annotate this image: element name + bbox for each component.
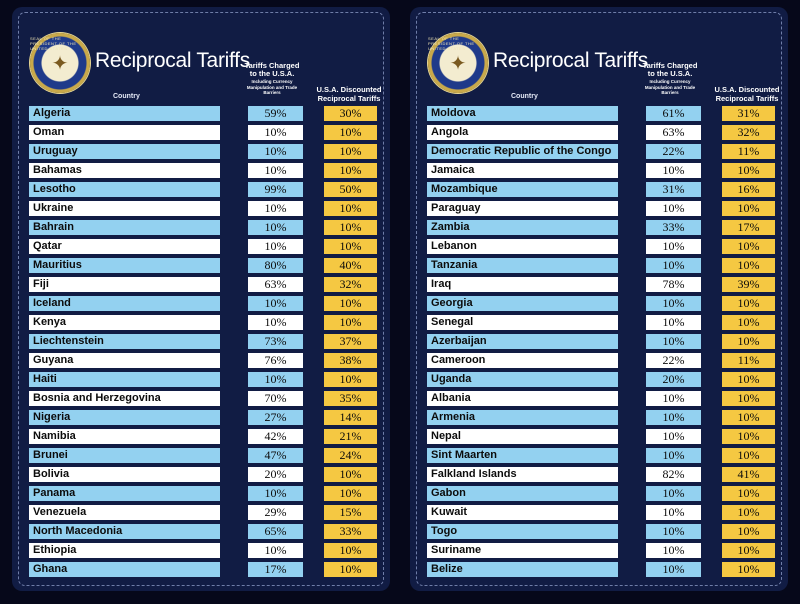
header-country: Country (113, 93, 140, 100)
header-tariffs-charged (240, 62, 304, 96)
charged-cell: 10% (646, 543, 701, 558)
eagle-icon: ✦ (51, 51, 69, 75)
country-cell: Mozambique (427, 182, 618, 197)
discounted-cell: 10% (722, 296, 775, 311)
country-cell: Belize (427, 562, 618, 577)
table-row (410, 523, 788, 542)
table-row (12, 371, 390, 390)
charged-cell: 65% (248, 524, 303, 539)
table-row (12, 162, 390, 181)
charged-cell: 10% (248, 486, 303, 501)
discounted-cell: 33% (324, 524, 377, 539)
country-cell: Brunei (29, 448, 220, 463)
seal-ring-text: SEAL OF THE PRESIDENT OF THE UNITED STATES (428, 36, 475, 51)
country-cell: Nepal (427, 429, 618, 444)
country-cell: Jamaica (427, 163, 618, 178)
charged-cell: 78% (646, 277, 701, 292)
country-cell: Oman (29, 125, 220, 140)
table-row (410, 219, 788, 238)
discounted-cell: 24% (324, 448, 377, 463)
header-tariffs-charged (638, 62, 702, 96)
country-cell: Ethiopia (29, 543, 220, 558)
table-row (410, 124, 788, 143)
discounted-cell: 21% (324, 429, 377, 444)
country-cell: Azerbaijan (427, 334, 618, 349)
table-row (410, 314, 788, 333)
table-row (12, 333, 390, 352)
table-row (410, 428, 788, 447)
charged-cell: 42% (248, 429, 303, 444)
table-row (410, 257, 788, 276)
table-row (410, 447, 788, 466)
discounted-cell: 10% (324, 315, 377, 330)
table-row (12, 200, 390, 219)
charged-cell: 10% (646, 562, 701, 577)
country-cell: Albania (427, 391, 618, 406)
charged-cell: 31% (646, 182, 701, 197)
charged-cell: 10% (248, 220, 303, 235)
country-cell: Zambia (427, 220, 618, 235)
charged-cell: 10% (646, 524, 701, 539)
discounted-cell: 10% (722, 524, 775, 539)
presidential-seal-icon (30, 33, 90, 93)
country-cell: Ukraine (29, 201, 220, 216)
charged-cell: 17% (248, 562, 303, 577)
charged-cell: 10% (646, 163, 701, 178)
country-cell: Iceland (29, 296, 220, 311)
table-row (12, 352, 390, 371)
country-cell: Kuwait (427, 505, 618, 520)
charged-cell: 10% (646, 410, 701, 425)
table-row (410, 371, 788, 390)
discounted-cell: 41% (722, 467, 775, 482)
discounted-cell: 10% (722, 562, 775, 577)
charged-cell: 10% (248, 372, 303, 387)
table-row (410, 333, 788, 352)
discounted-cell: 10% (722, 410, 775, 425)
charged-cell: 10% (248, 239, 303, 254)
discounted-cell: 50% (324, 182, 377, 197)
discounted-cell: 40% (324, 258, 377, 273)
charged-cell: 80% (248, 258, 303, 273)
table-row (12, 485, 390, 504)
country-cell: Liechtenstein (29, 334, 220, 349)
country-cell: Lebanon (427, 239, 618, 254)
presidential-seal-icon (428, 33, 488, 93)
table-row (12, 523, 390, 542)
table-row (12, 295, 390, 314)
table-row (410, 200, 788, 219)
discounted-cell: 10% (722, 334, 775, 349)
discounted-cell: 10% (324, 486, 377, 501)
country-cell: Ghana (29, 562, 220, 577)
table-row (12, 124, 390, 143)
discounted-cell: 10% (722, 486, 775, 501)
charged-cell: 10% (646, 258, 701, 273)
table-row (410, 504, 788, 523)
country-cell: Fiji (29, 277, 220, 292)
discounted-cell: 10% (722, 429, 775, 444)
discounted-cell: 16% (722, 182, 775, 197)
header-discounted: U.S.A. Discounted Reciprocal Tariffs (316, 85, 382, 103)
discounted-cell: 10% (324, 125, 377, 140)
table-row (410, 352, 788, 371)
discounted-cell: 39% (722, 277, 775, 292)
discounted-cell: 17% (722, 220, 775, 235)
charged-cell: 10% (646, 391, 701, 406)
discounted-cell: 10% (324, 562, 377, 577)
discounted-cell: 10% (722, 391, 775, 406)
table-row (12, 390, 390, 409)
table-row (12, 257, 390, 276)
charged-cell: 99% (248, 182, 303, 197)
country-cell: Falkland Islands (427, 467, 618, 482)
charged-cell: 59% (248, 106, 303, 121)
table-row (12, 409, 390, 428)
table-row (410, 390, 788, 409)
charged-cell: 10% (646, 448, 701, 463)
table-row (12, 276, 390, 295)
country-cell: Sint Maarten (427, 448, 618, 463)
country-cell: Lesotho (29, 182, 220, 197)
charged-cell: 10% (646, 505, 701, 520)
country-cell: Mauritius (29, 258, 220, 273)
charged-cell: 10% (248, 125, 303, 140)
tariff-table-right (410, 105, 788, 580)
charged-cell: 10% (646, 201, 701, 216)
table-row (12, 466, 390, 485)
country-cell: Angola (427, 125, 618, 140)
table-row (410, 162, 788, 181)
charged-cell: 20% (248, 467, 303, 482)
charged-cell: 10% (646, 486, 701, 501)
table-row (12, 105, 390, 124)
country-cell: Bahrain (29, 220, 220, 235)
table-row (12, 542, 390, 561)
charged-cell: 27% (248, 410, 303, 425)
table-row (410, 466, 788, 485)
discounted-cell: 10% (722, 505, 775, 520)
page-title: Reciprocal Tariffs (95, 49, 250, 72)
country-cell: Uganda (427, 372, 618, 387)
page-title: Reciprocal Tariffs (493, 49, 648, 72)
charged-cell: 63% (248, 277, 303, 292)
discounted-cell: 10% (324, 201, 377, 216)
discounted-cell: 10% (722, 163, 775, 178)
header-charged-sub: Including Currency Manipulation and Trade Barriers (644, 79, 696, 95)
charged-cell: 47% (248, 448, 303, 463)
table-row (410, 105, 788, 124)
country-cell: Algeria (29, 106, 220, 121)
charged-cell: 10% (248, 163, 303, 178)
discounted-cell: 10% (324, 144, 377, 159)
country-cell: Moldova (427, 106, 618, 121)
header-charged-main: Tariffs Charged to the U.S.A. (642, 61, 698, 78)
discounted-cell: 15% (324, 505, 377, 520)
charged-cell: 76% (248, 353, 303, 368)
country-cell: Armenia (427, 410, 618, 425)
discounted-cell: 10% (722, 448, 775, 463)
discounted-cell: 14% (324, 410, 377, 425)
table-row (410, 238, 788, 257)
country-cell: Senegal (427, 315, 618, 330)
eagle-icon: ✦ (449, 51, 467, 75)
table-row (12, 504, 390, 523)
charged-cell: 10% (248, 296, 303, 311)
charged-cell: 10% (646, 315, 701, 330)
discounted-cell: 10% (722, 258, 775, 273)
country-cell: Georgia (427, 296, 618, 311)
discounted-cell: 10% (324, 239, 377, 254)
discounted-cell: 32% (722, 125, 775, 140)
country-cell: Democratic Republic of the Congo (427, 144, 618, 159)
country-cell: Suriname (427, 543, 618, 558)
discounted-cell: 11% (722, 144, 775, 159)
charged-cell: 10% (646, 334, 701, 349)
discounted-cell: 10% (324, 372, 377, 387)
country-cell: Tanzania (427, 258, 618, 273)
discounted-cell: 10% (324, 220, 377, 235)
discounted-cell: 10% (722, 543, 775, 558)
charged-cell: 10% (646, 429, 701, 444)
country-cell: Nigeria (29, 410, 220, 425)
table-row (410, 409, 788, 428)
country-cell: Namibia (29, 429, 220, 444)
tariff-table-left (12, 105, 390, 580)
country-cell: Panama (29, 486, 220, 501)
discounted-cell: 31% (722, 106, 775, 121)
table-row (12, 143, 390, 162)
discounted-cell: 32% (324, 277, 377, 292)
country-cell: North Macedonia (29, 524, 220, 539)
country-cell: Iraq (427, 277, 618, 292)
table-row (12, 238, 390, 257)
country-cell: Uruguay (29, 144, 220, 159)
discounted-cell: 10% (722, 372, 775, 387)
charged-cell: 22% (646, 353, 701, 368)
charged-cell: 22% (646, 144, 701, 159)
country-cell: Kenya (29, 315, 220, 330)
table-row (12, 314, 390, 333)
country-cell: Venezuela (29, 505, 220, 520)
table-row (12, 447, 390, 466)
discounted-cell: 10% (324, 543, 377, 558)
country-cell: Haiti (29, 372, 220, 387)
charged-cell: 70% (248, 391, 303, 406)
table-row (410, 143, 788, 162)
discounted-cell: 30% (324, 106, 377, 121)
charged-cell: 10% (248, 144, 303, 159)
discounted-cell: 10% (722, 315, 775, 330)
table-row (410, 181, 788, 200)
discounted-cell: 37% (324, 334, 377, 349)
charged-cell: 10% (248, 201, 303, 216)
discounted-cell: 10% (722, 201, 775, 216)
charged-cell: 10% (248, 543, 303, 558)
header-discounted: U.S.A. Discounted Reciprocal Tariffs (714, 85, 780, 103)
discounted-cell: 10% (324, 163, 377, 178)
discounted-cell: 10% (722, 239, 775, 254)
charged-cell: 20% (646, 372, 701, 387)
charged-cell: 82% (646, 467, 701, 482)
country-cell: Paraguay (427, 201, 618, 216)
charged-cell: 61% (646, 106, 701, 121)
table-row (410, 276, 788, 295)
tariff-panel-right (410, 7, 788, 591)
charged-cell: 10% (646, 239, 701, 254)
charged-cell: 29% (248, 505, 303, 520)
table-row (12, 561, 390, 580)
seal-ring-text: SEAL OF THE PRESIDENT OF THE UNITED STATES (30, 36, 77, 51)
charged-cell: 10% (248, 315, 303, 330)
country-cell: Qatar (29, 239, 220, 254)
country-cell: Gabon (427, 486, 618, 501)
discounted-cell: 38% (324, 353, 377, 368)
discounted-cell: 35% (324, 391, 377, 406)
country-cell: Guyana (29, 353, 220, 368)
table-row (12, 219, 390, 238)
country-cell: Cameroon (427, 353, 618, 368)
charged-cell: 10% (646, 296, 701, 311)
discounted-cell: 10% (324, 296, 377, 311)
country-cell: Bolivia (29, 467, 220, 482)
header-charged-main: Tariffs Charged to the U.S.A. (244, 61, 300, 78)
charged-cell: 33% (646, 220, 701, 235)
country-cell: Bosnia and Herzegovina (29, 391, 220, 406)
table-row (410, 542, 788, 561)
charged-cell: 63% (646, 125, 701, 140)
discounted-cell: 10% (324, 467, 377, 482)
table-row (12, 428, 390, 447)
country-cell: Togo (427, 524, 618, 539)
country-cell: Bahamas (29, 163, 220, 178)
table-row (410, 295, 788, 314)
header-country: Country (511, 93, 538, 100)
tariff-panel-left (12, 7, 390, 591)
table-row (410, 485, 788, 504)
table-row (410, 561, 788, 580)
table-row (12, 181, 390, 200)
discounted-cell: 11% (722, 353, 775, 368)
header-charged-sub: Including Currency Manipulation and Trade Barriers (246, 79, 298, 95)
charged-cell: 73% (248, 334, 303, 349)
